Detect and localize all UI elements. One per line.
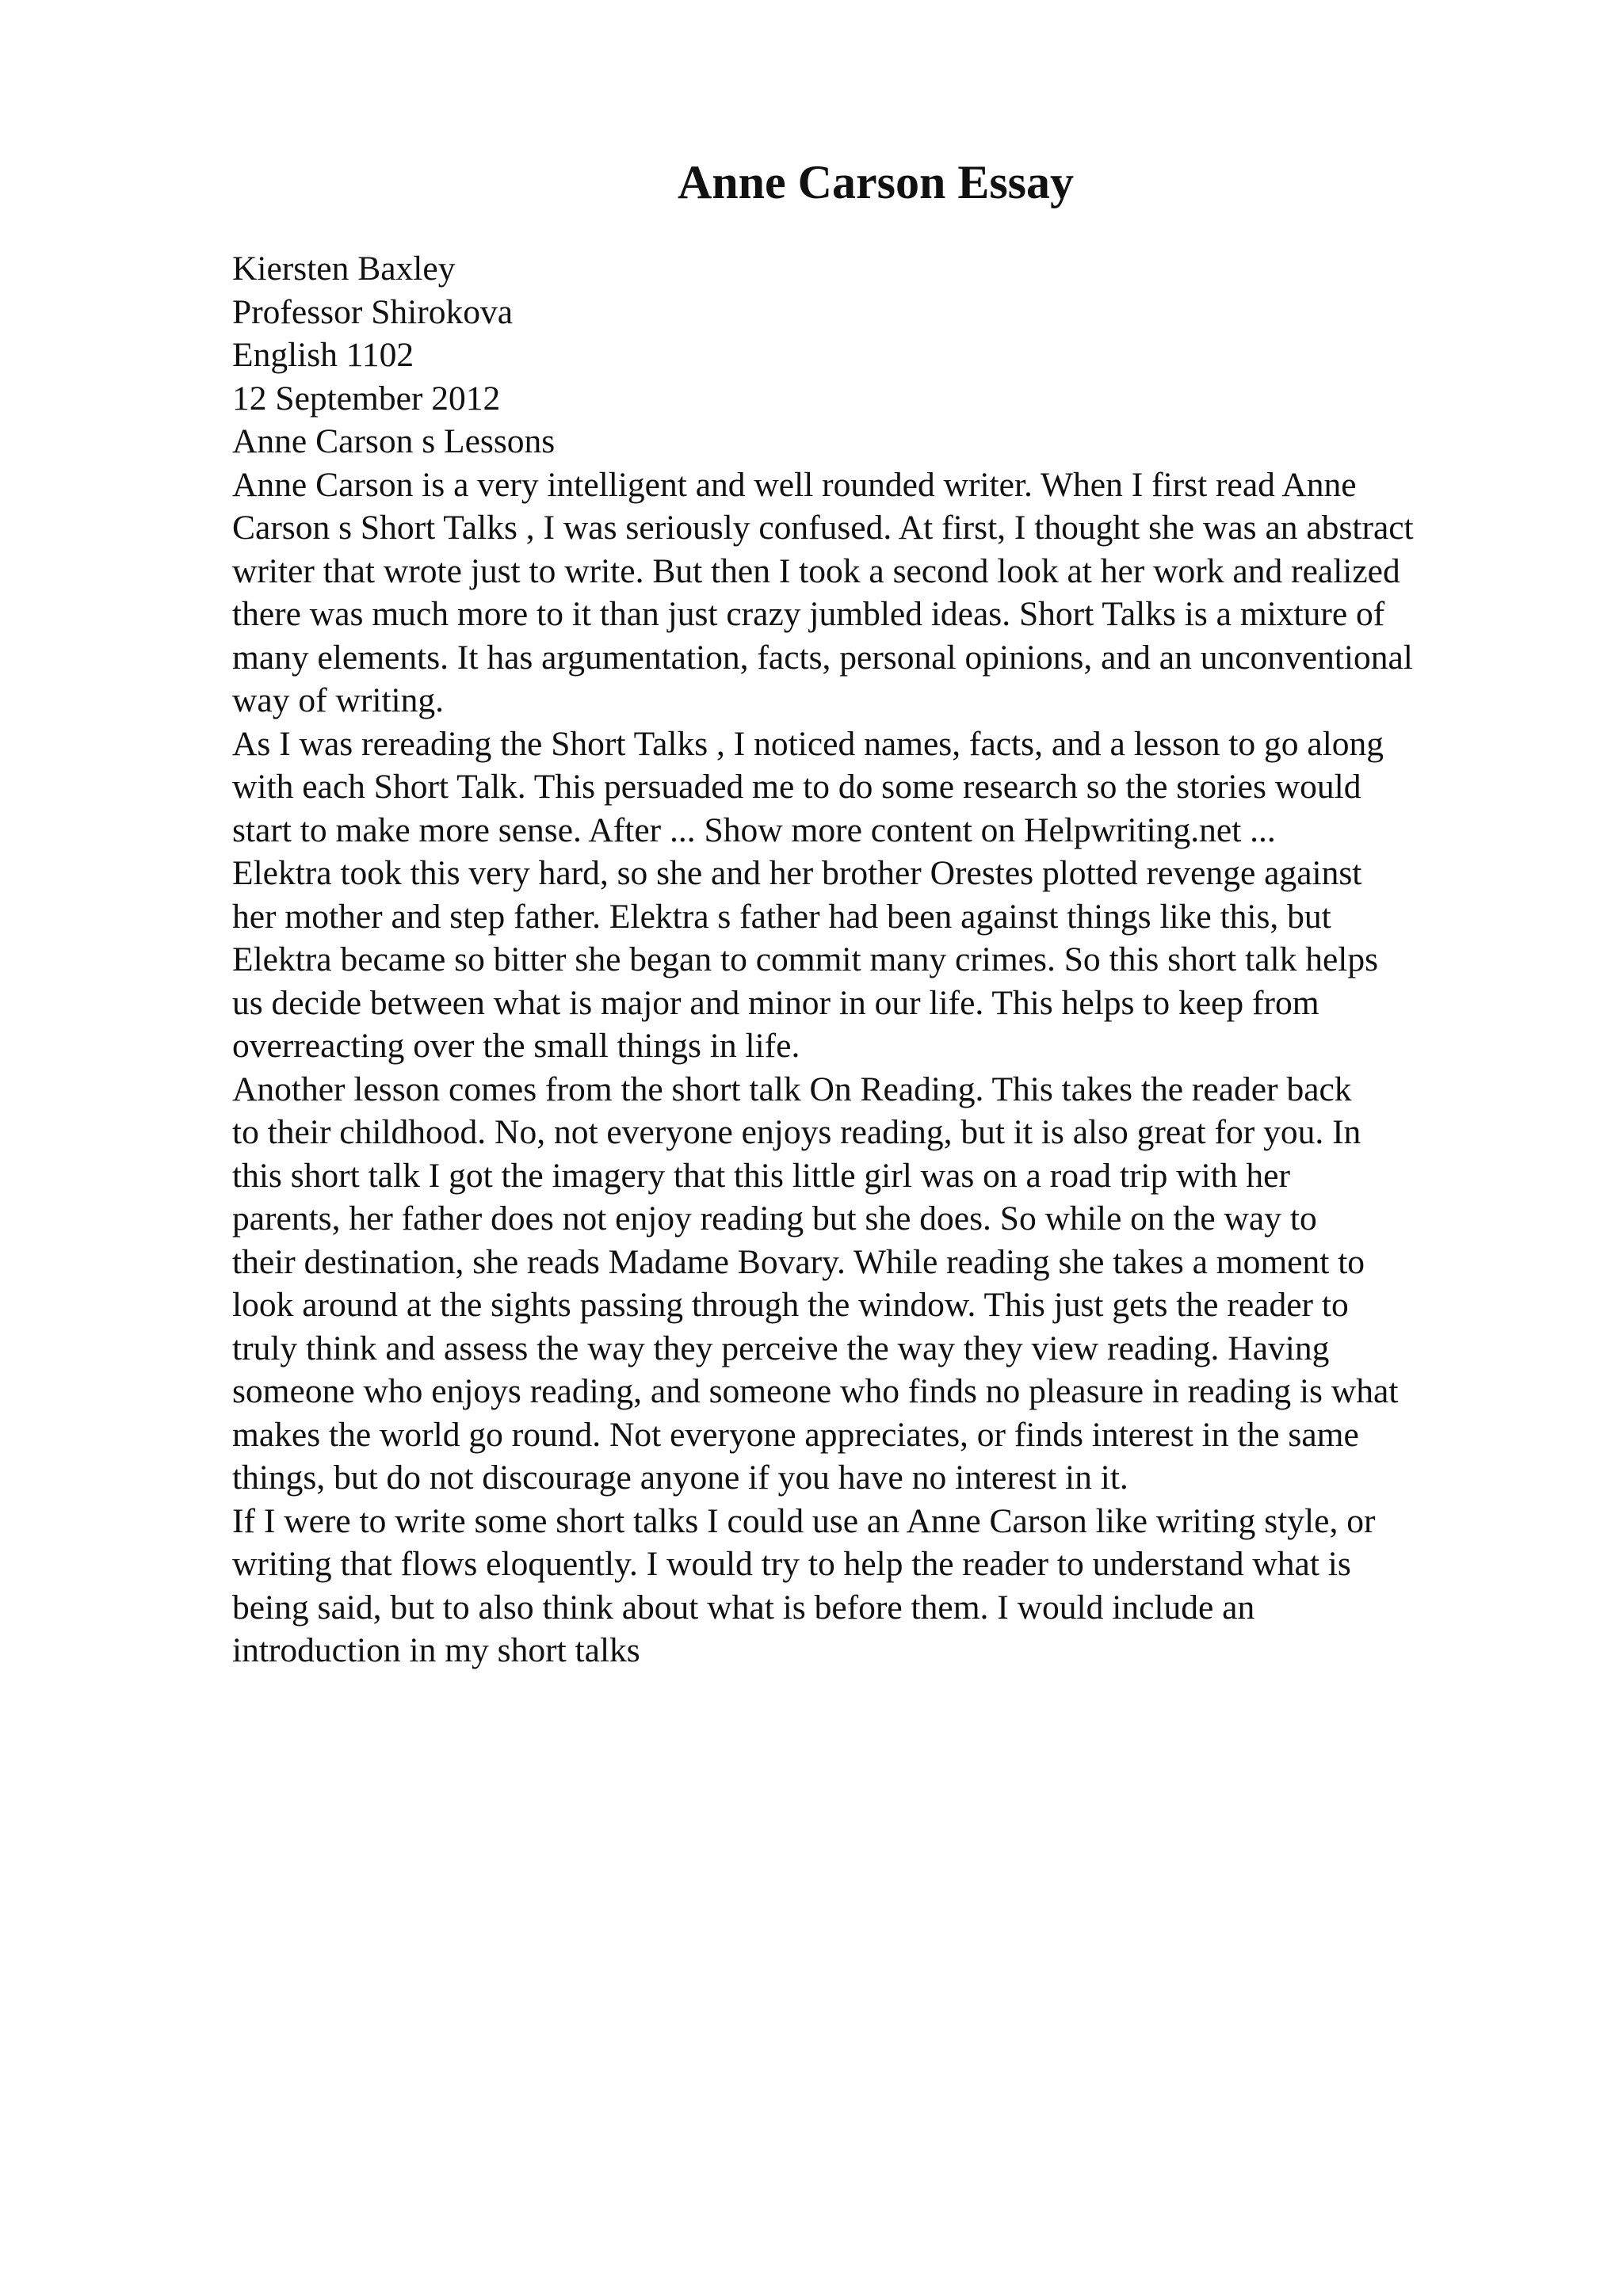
text-line: Another lesson comes from the short talk On Reading. This takes the reader back bbox=[232, 1070, 1352, 1108]
text-line: us decide between what is major and minor in our life. This helps to keep from bbox=[232, 983, 1319, 1022]
text-line: truly think and assess the way they perceive the way they view reading. Having bbox=[232, 1329, 1330, 1367]
text-line: parents, her father does not enjoy reading but she does. So while on the way to bbox=[232, 1199, 1317, 1238]
text-line: her mother and step father. Elektra s father had been against things like this, but bbox=[232, 897, 1331, 936]
text-line: things, but do not discourage anyone if you have no interest in it. bbox=[232, 1459, 1128, 1497]
text-line: start to make more sense. After ... Show more content on Helpwriting.net ... bbox=[232, 810, 1276, 849]
text-line: their destination, she reads Madame Bovary. While reading she takes a moment to bbox=[232, 1242, 1365, 1281]
text-line: makes the world go round. Not everyone appreciates, or finds interest in the same bbox=[232, 1415, 1359, 1454]
document-title: Anne Carson Essay bbox=[677, 156, 1075, 208]
text-line: Professor Shirokova bbox=[232, 292, 514, 331]
text-line: Elektra took this very hard, so she and her brother Orestes plotted revenge against bbox=[232, 854, 1362, 892]
text-line: Anne Carson is a very intelligent and well rounded writer. When I first read Anne bbox=[232, 465, 1357, 504]
text-line: If I were to write some short talks I could use an Anne Carson like writing style, or bbox=[232, 1501, 1376, 1540]
text-line: English 1102 bbox=[232, 336, 414, 374]
text-line: many elements. It has argumentation, facts, personal opinions, and an unconventional bbox=[232, 638, 1413, 677]
text-line: there was much more to it than just crazy jumbled ideas. Short Talks is a mixture of bbox=[232, 595, 1385, 633]
text-line: overreacting over the small things in life. bbox=[232, 1027, 800, 1065]
text-line: writing that flows eloquently. I would try to help the reader to understand what is bbox=[232, 1545, 1351, 1583]
text-line: 12 September 2012 bbox=[232, 379, 501, 418]
text-line: writer that wrote just to write. But then I took a second look at her work and realized bbox=[232, 551, 1400, 590]
text-line: someone who enjoys reading, and someone who finds no pleasure in reading is what bbox=[232, 1372, 1399, 1410]
text-line: way of writing. bbox=[232, 681, 444, 719]
text-line: this short talk I got the imagery that this little girl was on a road trip with her bbox=[232, 1156, 1290, 1195]
text-line: being said, but to also think about what is before them. I would include an bbox=[232, 1588, 1255, 1627]
text-line: to their childhood. No, not everyone enjoys reading, but it is also great for you. In bbox=[232, 1113, 1361, 1151]
text-line: look around at the sights passing through the window. This just gets the reader to bbox=[232, 1286, 1349, 1324]
document-body bbox=[232, 247, 1595, 1672]
text-line: Carson s Short Talks , I was seriously confused. At first, I thought she was an abstract bbox=[232, 509, 1414, 547]
text-line: Anne Carson s Lessons bbox=[232, 422, 556, 460]
text-line: with each Short Talk. This persuaded me to do some research so the stories would bbox=[232, 768, 1361, 806]
text-line: As I was rereading the Short Talks , I noticed names, facts, and a lesson to go along bbox=[232, 724, 1384, 763]
text-line: Elektra became so bitter she began to commit many crimes. So this short talk helps bbox=[232, 940, 1379, 978]
text-line: Kiersten Baxley bbox=[232, 250, 456, 288]
text-line: introduction in my short talks bbox=[232, 1631, 640, 1669]
